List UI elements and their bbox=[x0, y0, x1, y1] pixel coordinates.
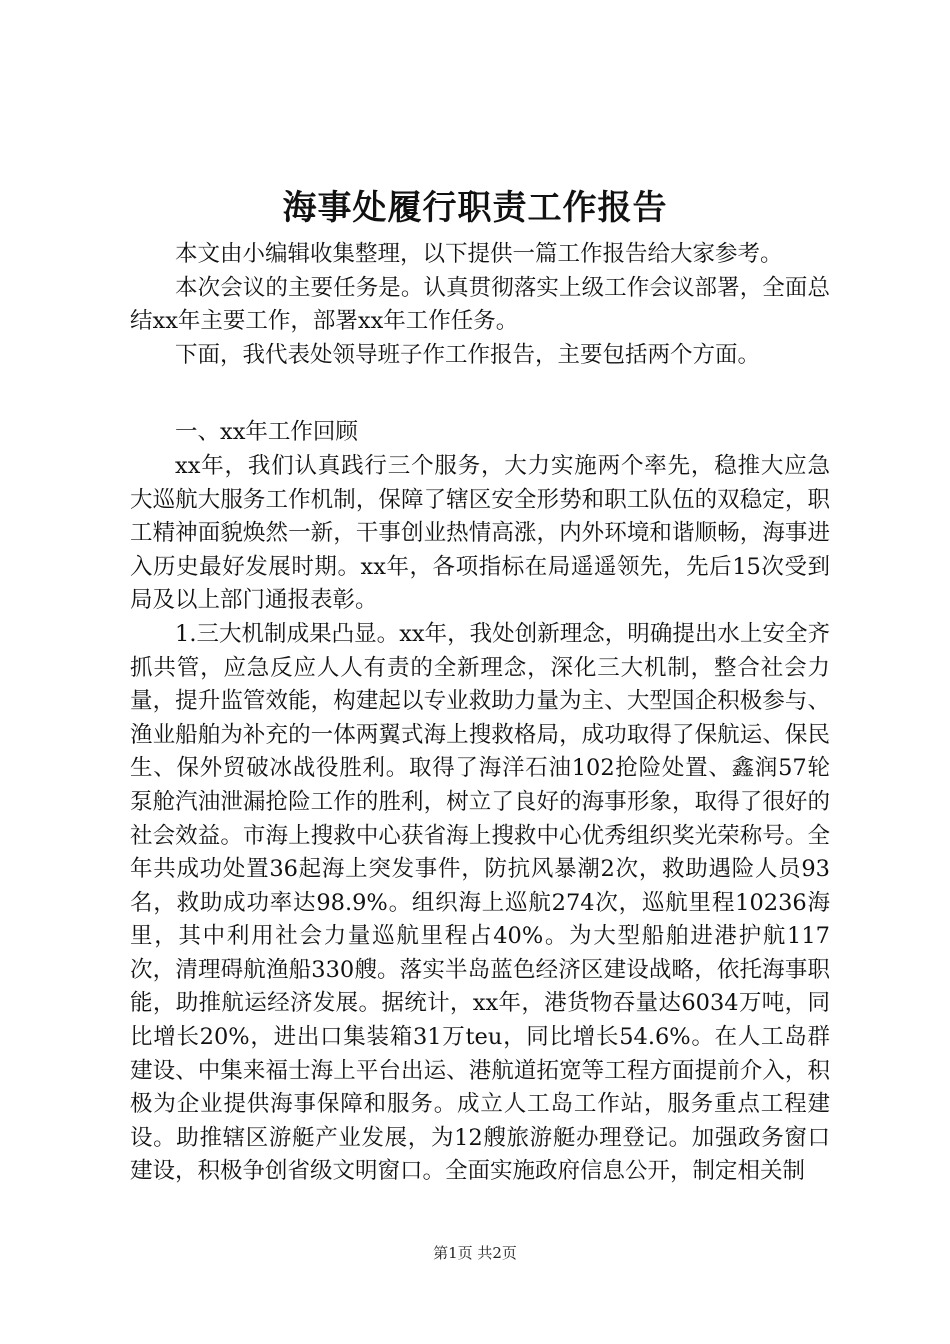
page-number-footer: 第1页 共2页 bbox=[433, 1244, 517, 1262]
mechanism-paragraph: 1.三大机制成果凸显。xx年，我处创新理念，明确提出水上安全齐抓共管，应急反应人人有责的全新理念，深化三大机制，整合社会力量，提升监管效能，构建起以专业救助力量为主、大型国企积极参与、渔业船舶为补充的一体两翼式海上搜救格局，成功取得了保航运、保民生、保外贸破冰战役胜利。取得了海洋石油102抢险处置、鑫润57轮泵舱汽油泄漏抢险工作的胜利，树立了良好的海事形象，取得了很好的社会效益。市海上搜救中心获省海上搜救中心优秀组织奖光荣称号。全年共成功处置36起海上突发事件，防抗风暴潮2次，救助遇险人员93名，救助成功率达98.9%。组织海上巡航274次，巡航里程10236海里，其中利用社会力量巡航里程占40%。为大型船舶进港护航117次，清理碍航渔船330艘。落实半岛蓝色经济区建设战略，依托海事职能，助推航运经济发展。据统计，xx年，港货物吞量达6034万吨，同比增长20%，进出口集装箱31万teu，同比增长54.6%。在人工岛群建设、中集来福士海上平台出运、港航道拓宽等工程方面提前介入，积极为企业提供海事保障和服务。成立人工岛工作站，服务重点工程建设。助推辖区游艇产业发展，为12艘旅游艇办理登记。加强政务窗口建设，积极争创省级文明窗口。全面实施政府信息公开，制定相关制 bbox=[130, 620, 830, 1185]
document-title: 海事处履行职责工作报告 bbox=[282, 188, 668, 228]
meeting-task-paragraph: 本次会议的主要任务是。认真贯彻落实上级工作会议部署，全面总结xx年主要工作，部署xx年工作任务。 bbox=[130, 274, 830, 335]
report-outline-paragraph: 下面，我代表处领导班子作工作报告，主要包括两个方面。 bbox=[175, 341, 761, 368]
intro-paragraph: 本文由小编辑收集整理，以下提供一篇工作报告给大家参考。 bbox=[175, 241, 783, 267]
document-body bbox=[130, 238, 830, 1189]
section-heading: 一、xx年工作回顾 bbox=[175, 419, 358, 446]
review-paragraph: xx年，我们认真践行三个服务，大力实施两个率先，稳推大应急大巡航大服务工作机制，保障了辖区安全形势和职工队伍的双稳定，职工精神面貌焕然一新，干事创业热情高涨，内外环境和谐顺畅，海事进入历史最好发展时期。xx年，各项指标在局遥遥领先，先后15次受到局及以上部门通报表彰。 bbox=[130, 452, 830, 614]
